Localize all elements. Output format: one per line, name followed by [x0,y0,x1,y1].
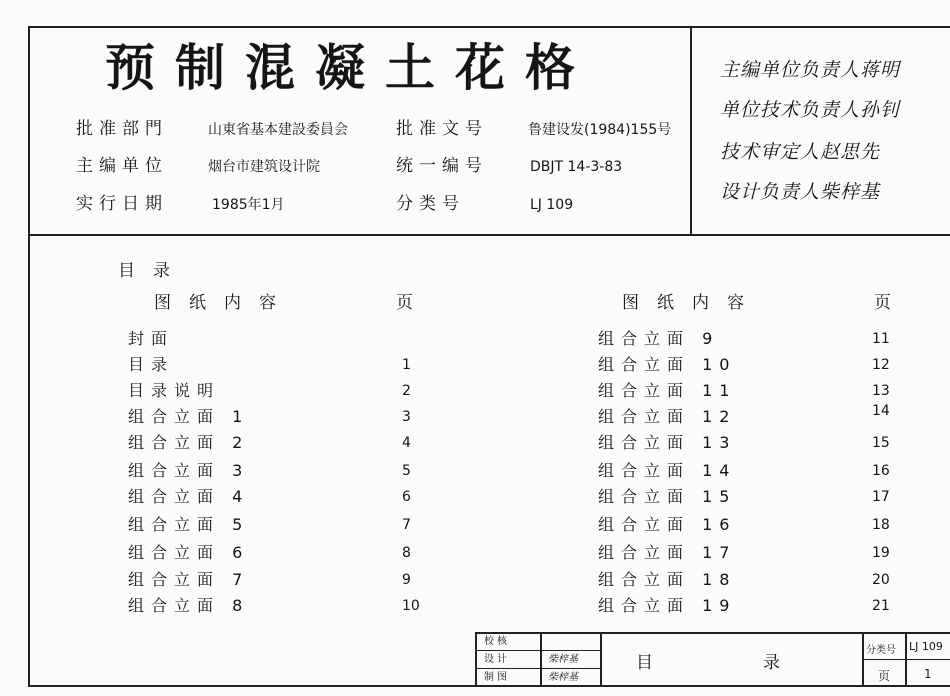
field-value-approval-dept: 山東省基本建設委員会 [208,122,348,138]
field-label-class-number: 分类号 [396,194,465,214]
top-border [28,26,950,28]
toc-item-name: 组合立面 5 [128,515,250,534]
toc-right-page-header: 页 [874,293,891,313]
toc-item-name: 组合立面 2 [128,433,250,452]
title-block-sheet-title: 目录 [636,653,890,673]
toc-item-name: 组合立面 3 [128,461,250,480]
toc-item-page: 6 [402,489,411,505]
toc-item-name: 封面 [128,329,175,348]
field-value-class-number: LJ 109 [530,197,574,213]
field-label-editor-unit: 主编单位 [76,156,168,176]
title-block-div2 [600,632,602,686]
toc-item-name: 组合立面 15 [598,487,737,506]
responsibility-role: 设计负责人 [720,181,821,203]
title-block-row1 [475,650,600,651]
title-block-class-label: 分类号 [866,645,896,656]
toc-item-name: 组合立面 18 [598,570,737,589]
responsibility-signature: 蒋明 [860,59,901,81]
toc-item-page: 5 [402,463,411,479]
toc-item-name: 组合立面 1 [128,407,250,426]
title-block-label: 校核 [484,636,510,647]
toc-item-name: 组合立面 19 [598,596,737,615]
toc-item-name: 组合立面 17 [598,543,737,562]
toc-item-page: 9 [402,572,411,588]
toc-item-page: 1 [402,357,411,373]
toc-item-name: 组合立面 16 [598,515,737,534]
responsibility-role: 单位技术负责人 [720,99,861,121]
toc-item-page: 21 [872,598,890,614]
toc-item-page: 12 [872,357,890,373]
toc-item-page: 4 [402,435,411,451]
responsibility-row [720,140,880,164]
toc-item-page: 10 [402,598,420,614]
toc-item-page: 14 [872,403,890,419]
title-block-top [475,632,950,634]
toc-item-name: 目录 [128,355,175,374]
toc-item-name: 组合立面 7 [128,570,250,589]
toc-item-page: 18 [872,517,890,533]
title-block-div1 [540,632,542,686]
toc-item-page: 13 [872,383,890,399]
toc-item-page: 20 [872,572,890,588]
toc-item-page: 19 [872,545,890,561]
field-value-approval-doc: 鲁建设发(1984)155号 [528,122,672,138]
responsibility-signature: 孙钊 [860,99,901,121]
title-block-row2 [475,668,600,669]
toc-item-page: 3 [402,409,411,425]
toc-heading: 目录 [118,261,188,281]
toc-item-page: 16 [872,463,890,479]
field-label-approval-dept: 批准部門 [76,119,168,139]
field-label-effective-date: 实行日期 [76,194,168,214]
title-block-class-value: LJ 109 [909,640,943,653]
title-block-signature: 柴梓基 [548,672,578,683]
toc-item-page: 11 [872,331,890,347]
field-label-unified-number: 统一编号 [396,156,488,176]
toc-item-name: 组合立面 10 [598,355,737,374]
toc-item-name: 组合立面 8 [128,596,250,615]
field-value-editor-unit: 烟台市建筑设计院 [208,159,320,175]
toc-item-page: 2 [402,383,411,399]
field-value-unified-number: DBJT 14-3-83 [530,159,623,175]
header-right-divider [690,26,692,234]
toc-left-col-header: 图纸内容 [154,293,294,313]
toc-item-name: 组合立面 11 [598,381,737,400]
toc-item-page: 15 [872,435,890,451]
toc-item-name: 目录说明 [128,381,221,400]
field-value-effective-date: 1985年1月 [212,197,285,213]
toc-item-page: 17 [872,489,890,505]
left-border [28,26,30,686]
responsibility-role: 主编单位负责人 [720,59,861,81]
responsibility-role: 技术审定人 [720,141,821,163]
title-block-page-label: 页 [878,669,891,683]
responsibility-row [720,180,880,204]
header-divider [28,234,950,236]
title-block-label: 设计 [484,654,510,665]
responsibility-signature: 赵思先 [820,141,881,163]
field-label-approval-doc: 批准文号 [396,119,488,139]
toc-left-page-header: 页 [396,293,413,313]
toc-item-name: 组合立面 4 [128,487,250,506]
page-title: 预制混凝土花格 [105,38,595,97]
title-block-label: 制图 [484,672,510,683]
toc-item-name: 组合立面 14 [598,461,737,480]
responsibility-signature: 柴梓基 [820,181,881,203]
bottom-border [28,685,950,687]
toc-item-name: 组合立面 9 [598,329,720,348]
toc-item-page: 7 [402,517,411,533]
toc-item-name: 组合立面 13 [598,433,737,452]
title-block-left [475,632,477,686]
toc-item-page: 8 [402,545,411,561]
title-block-signature: 柴梓基 [548,654,578,665]
responsibility-row [720,98,900,122]
title-block-page-value: 1 [924,667,932,681]
toc-right-col-header: 图纸内容 [622,293,762,313]
responsibility-row [720,58,900,82]
toc-item-name: 组合立面 6 [128,543,250,562]
toc-item-name: 组合立面 12 [598,407,737,426]
